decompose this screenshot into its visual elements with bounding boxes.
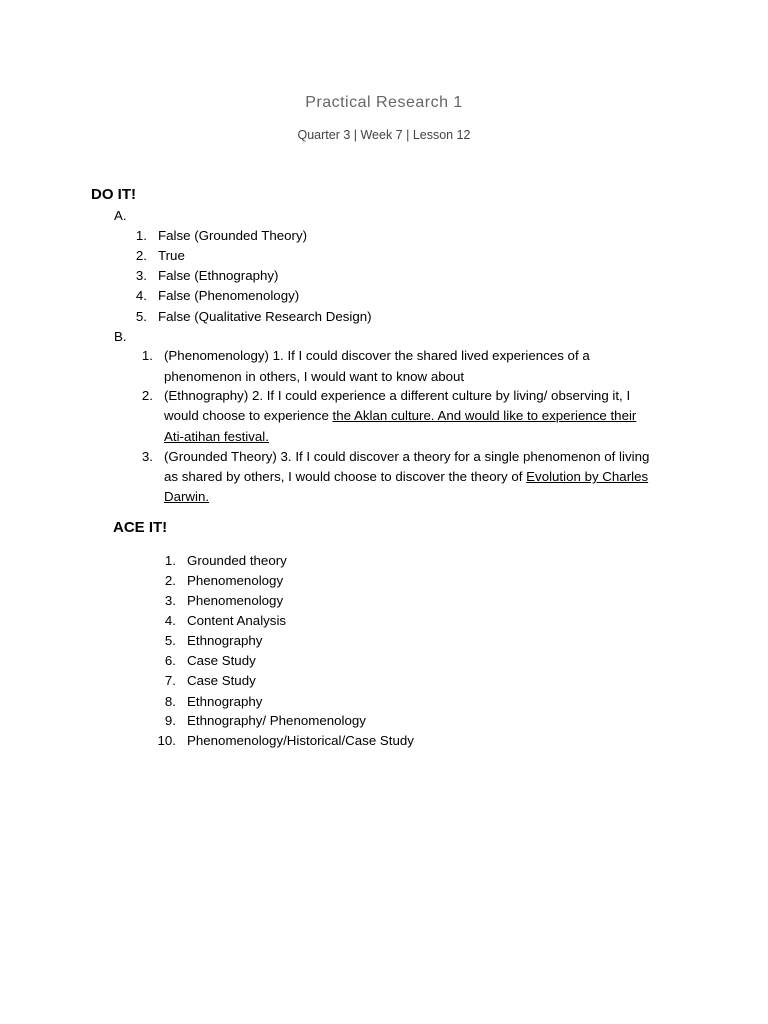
list-item: False (Grounded Theory) xyxy=(158,228,308,243)
list-item-line xyxy=(164,467,648,487)
list-item: Phenomenology/Historical/Case Study xyxy=(187,733,414,748)
list-item-line: (Ethnography) 2. If I could experience a different culture by living/ observing it, I xyxy=(164,388,631,403)
list-item: False (Phenomenology) xyxy=(158,288,300,303)
list-item-number: 5. xyxy=(135,309,147,324)
list-item-number: 1. xyxy=(141,348,153,363)
page-title: Practical Research 1 xyxy=(305,94,463,111)
list-item-line: (Grounded Theory) 3. If I could discover a theory for a single phenomenon of living xyxy=(164,449,650,464)
list-item-number: 4. xyxy=(164,613,176,628)
list-item-number: 2. xyxy=(164,573,176,588)
list-item-line: (Phenomenology) 1. If I could discover the shared lived experiences of a xyxy=(164,348,590,363)
list-item-number: 3. xyxy=(164,593,176,608)
list-item: Phenomenology xyxy=(187,593,284,608)
list-item: Case Study xyxy=(187,653,256,668)
underlined-answer: the Aklan culture. And would like to experience their xyxy=(332,408,637,423)
list-item-number: 8. xyxy=(164,694,176,709)
list-item: Ethnography xyxy=(187,633,263,648)
list-item: True xyxy=(158,248,185,263)
list-item-number: 2. xyxy=(135,248,147,263)
do-it-heading: DO IT! xyxy=(91,186,136,203)
list-item-number: 3. xyxy=(141,449,153,464)
underlined-answer: Evolution by Charles xyxy=(526,469,649,484)
list-item-line: phenomenon in others, I would want to know about xyxy=(164,369,465,384)
list-item: Phenomenology xyxy=(187,573,284,588)
list-item: False (Ethnography) xyxy=(158,268,279,283)
list-item-number: 7. xyxy=(164,673,176,688)
list-item-number: 1. xyxy=(135,228,147,243)
underlined-answer: Ati-atihan festival. xyxy=(164,429,269,444)
list-item: Grounded theory xyxy=(187,553,287,568)
plain-text: would choose to experience xyxy=(164,408,333,423)
list-item-number: 2. xyxy=(141,388,153,403)
list-item: False (Qualitative Research Design) xyxy=(158,309,372,324)
list-item: Case Study xyxy=(187,673,256,688)
part-a-label: A. xyxy=(114,208,127,223)
list-item-number: 10. xyxy=(157,733,176,748)
list-item: Content Analysis xyxy=(187,613,287,628)
list-item-number: 6. xyxy=(164,653,176,668)
underlined-answer: Darwin. xyxy=(164,489,210,504)
list-item-number: 4. xyxy=(135,288,147,303)
list-item-number: 9. xyxy=(164,713,176,728)
page-subtitle: Quarter 3 | Week 7 | Lesson 12 xyxy=(297,128,471,142)
list-item-number: 1. xyxy=(164,553,176,568)
ace-it-heading: ACE IT! xyxy=(113,519,168,536)
list-item: Ethnography/ Phenomenology xyxy=(187,713,366,728)
list-item-number: 5. xyxy=(164,633,176,648)
list-item-line xyxy=(164,406,636,426)
list-item-number: 3. xyxy=(135,268,147,283)
plain-text: as shared by others, I would choose to discover the theory of xyxy=(164,469,527,484)
part-b-label: B. xyxy=(114,329,127,344)
list-item: Ethnography xyxy=(187,694,263,709)
